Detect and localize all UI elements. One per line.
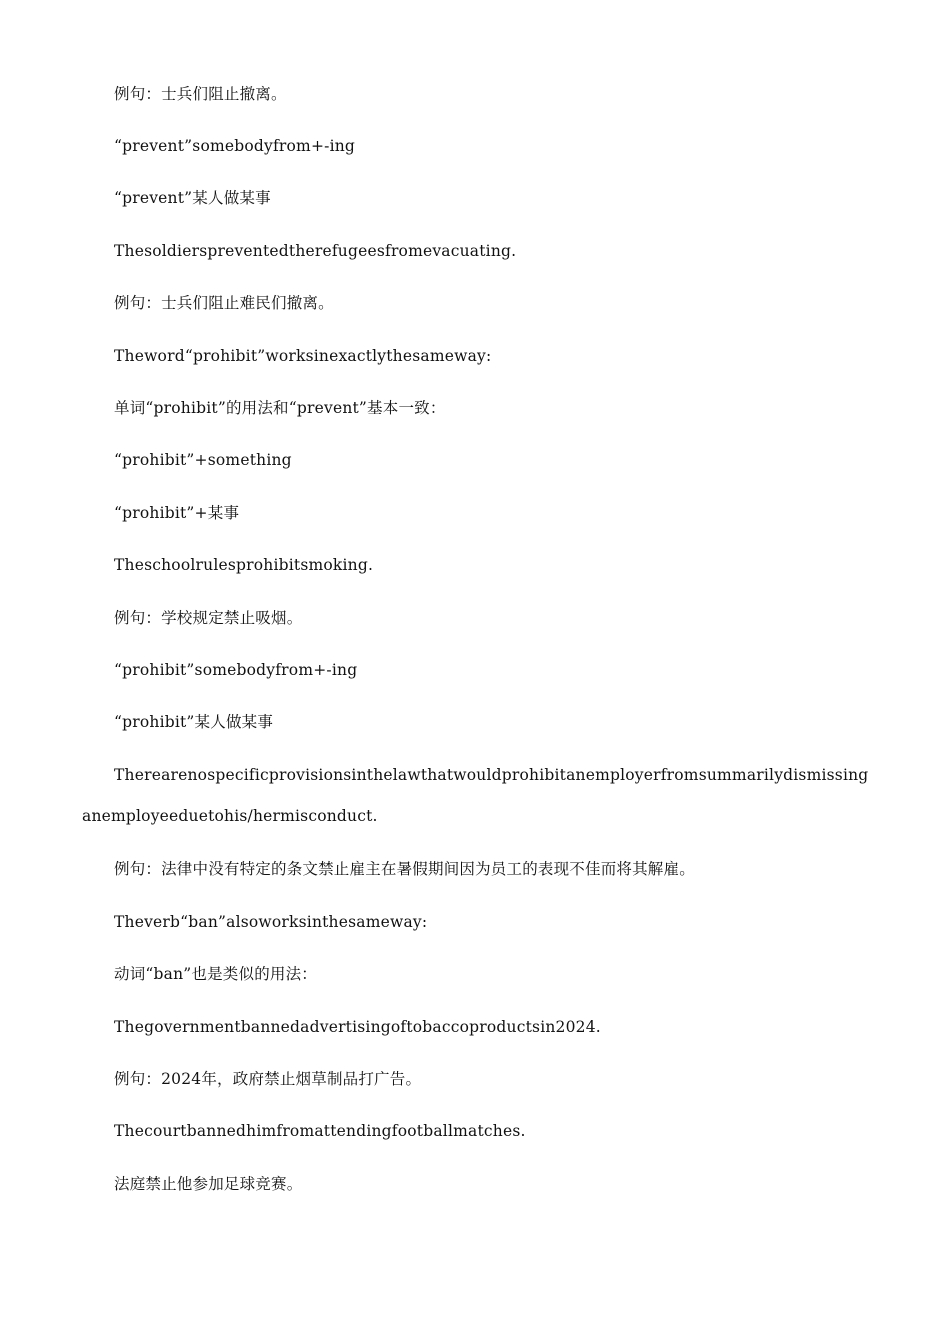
- text-line: 例句：士兵们阻止难民们撤离。: [114, 294, 334, 312]
- text-line: “prohibit”+something: [114, 451, 292, 469]
- text-line: “prohibit”某人做某事: [114, 713, 274, 731]
- text-line: Theschoolrulesprohibitsmoking.: [114, 556, 374, 574]
- text-line: 例句：法律中没有特定的条文禁止雇主在暑假期间因为员工的表现不佳而将其解雇。: [114, 860, 695, 878]
- text-line: “prohibit”somebodyfrom+-ing: [114, 661, 358, 679]
- text-line: “prohibit”+某事: [114, 504, 240, 522]
- text-line: 法庭禁止他参加足球竞赛。: [114, 1175, 303, 1193]
- text-line: 单词“prohibit”的用法和“prevent”基本一致：: [114, 399, 446, 417]
- text-line: Thegovernmentbannedadvertisingoftobaccoproductsin2024.: [114, 1018, 601, 1036]
- text-line: Thesoldierspreventedtherefugeesfromevacuating.: [114, 242, 517, 260]
- text-line: 例句：学校规定禁止吸烟。: [114, 609, 303, 627]
- text-line: 例句：士兵们阻止撤离。: [114, 85, 287, 103]
- text-line: Theword“prohibit”worksinexactlythesameway:: [114, 347, 492, 365]
- text-line: Theverb“ban”alsoworksinthesameway:: [114, 913, 428, 931]
- text-line: 动词“ban”也是类似的用法：: [114, 965, 317, 983]
- text-line: “prevent”somebodyfrom+-ing: [114, 137, 356, 155]
- text-paragraph: Therearenospecificprovisionsinthelawthatwouldprohibitanemployerfromsummarilydismissinganemployeeduetohis/hermisconduct.: [82, 766, 869, 825]
- text-line: Thecourtbannedhimfromattendingfootballmatches.: [114, 1122, 526, 1140]
- text-line: 例句：2024年，政府禁止烟草制品打广告。: [114, 1070, 422, 1088]
- text-line: “prevent”某人做某事: [114, 189, 271, 207]
